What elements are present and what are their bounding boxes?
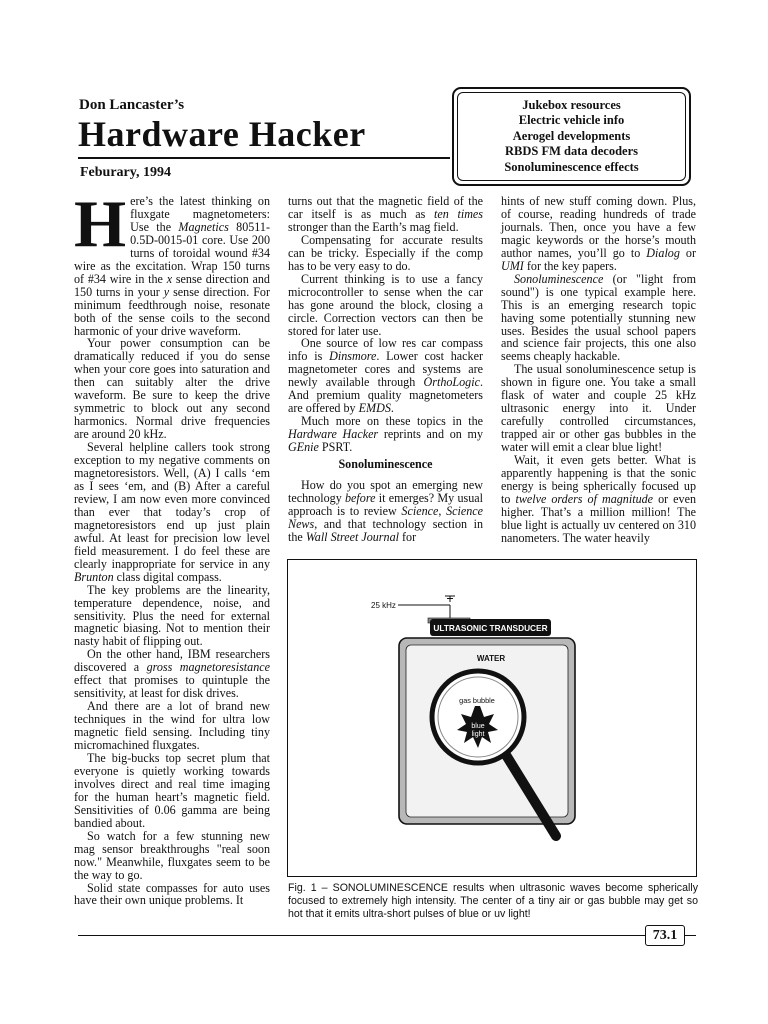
text-run: . — [390, 401, 394, 416]
brand-name: Brunton — [74, 569, 114, 584]
page-number: 73.1 — [645, 925, 685, 946]
paragraph — [501, 273, 696, 364]
paragraph: Current thinking is to use a fancy microcontroller to sense when the car has gone around the block, closing a circle. Correction vectors can then be stored for later use. — [288, 271, 483, 338]
drop-cap: H — [74, 187, 127, 261]
text-run: , and that technology section in the — [288, 516, 483, 544]
water-label: WATER — [476, 654, 506, 663]
text-run: (or "light from sound") is one typical example here. This is an emerging research topic having some potentially stunning new uses. Besides the usual school papers and science fair projects, this one also seems cheaply hackable. — [501, 271, 696, 364]
topic-item: Electric vehicle info — [518, 113, 625, 128]
topics-list — [457, 92, 686, 181]
text-run: turns out that the magnetic field of the car itself is as much as — [288, 194, 483, 221]
text-run: reprints and on my — [378, 427, 483, 442]
text-run: sense direction. For minimum feedthrough noise, resonate both of the sense coils to the second harmonic of your drive waveform. — [74, 284, 271, 338]
topic-item: RBDS FM data decoders — [505, 144, 638, 159]
topic-item: Aerogel developments — [512, 128, 631, 143]
text-run: for the key papers. — [523, 258, 617, 273]
text-run: On the other hand, IBM researchers discovered a — [74, 647, 270, 675]
brand-name: Science News — [288, 503, 483, 531]
paragraph — [501, 454, 696, 545]
text-run: sense direction and 150 turns in your — [74, 271, 270, 299]
figure-caption: Fig. 1 – SONOLUMINESCENCE results when ultrasonic waves become spherically focused to extremely high intensity. The center of a tiny air or gas bubble may get so hot that it emits ultra-short pulses of blue or uv light! — [288, 882, 698, 920]
brand-name: GEnie — [288, 440, 319, 455]
topic-item: Jukebox resources — [522, 97, 621, 112]
text-run: or — [679, 245, 696, 260]
text-column-3 — [501, 195, 696, 545]
brand-name: OrthoLogic — [423, 375, 480, 390]
paragraph: The key problems are the linearity, temperature dependence, noise, and sensitivity. Plus the need for external magnetic biasing. Not to mention their nasty habit of flipping out. — [74, 582, 270, 649]
brand-name: Hardware Hacker — [288, 427, 379, 442]
text-run: How do you spot an emerging new technology — [288, 478, 483, 505]
axis-name: y — [163, 284, 170, 299]
topics-box — [452, 87, 691, 186]
text-run: , — [438, 503, 447, 518]
paragraph — [501, 195, 696, 273]
text-run: . Lower cost hacker magnetometer cores and systems are newly available through — [288, 349, 483, 390]
text-run: One source of low res car compass info is — [288, 336, 483, 364]
axis-name: x — [166, 271, 173, 286]
paragraph: The big-bucks top secret plum that everyone is quietly working towards involves direct and real time imaging for the human heart’s magnetic field. Sensitivities of 0.06 gamma are being bandied about. — [74, 750, 270, 830]
figure-frame — [287, 559, 697, 877]
paragraph — [288, 479, 483, 544]
bubble-label: gas bubble — [459, 696, 495, 705]
text-run: or even higher. That’s a million million! The blue light is actually uv centered on 310 nanometers. The water heavily — [501, 491, 697, 545]
text-run: class digital compass. — [113, 569, 222, 584]
text-column-1 — [74, 187, 271, 908]
text-run: stronger than the Earth’s mag field. — [288, 219, 459, 234]
title-rule — [78, 157, 450, 159]
paragraph — [288, 195, 483, 234]
author-line: Don Lancaster’s — [79, 97, 185, 113]
text-run: Much more on these topics in the — [301, 414, 483, 429]
text-run: 80511-0.5D-0015-01 core. Use 200 turns of toroidal wound #34 wire as the excitation. Wrap 150 turns of #34 wire in the — [74, 219, 270, 286]
text-run: PSRT. — [318, 440, 353, 455]
brand-name: EMDS — [358, 401, 391, 416]
emphasis: Sonoluminescence — [514, 271, 604, 286]
emphasis: gross magnetoresistance — [146, 660, 270, 675]
sonoluminescence-diagram — [288, 560, 696, 876]
paragraph — [74, 187, 271, 338]
paragraph: So watch for a few stunning new mag sensor breakthroughs "real soon now." Meanwhile, fluxgates seem to be the way to go. — [74, 828, 270, 882]
text-run: Several helpline callers took strong exception to my negative comments on magnetoresistors. Well, (A) I calls ‘em as I sees ‘em, and (B) After a careful review, I am now even more convinced than ever that today’s crop of magnetoresistors end up just plain awful. At least for precision low level field measurement. I do feel these are clearly inappropriate for service in any — [74, 440, 270, 571]
brand-name: Wall Street Journal — [305, 529, 399, 544]
emphasis: twelve orders of magnitude — [515, 491, 654, 506]
issue-date: Feburary, 1994 — [80, 165, 171, 180]
text-run: Wait, it even gets better. What is apparently happening is that the sonic energy is being spherically focused up to — [501, 453, 696, 506]
emphasis: ten times — [434, 206, 484, 221]
paragraph — [74, 441, 270, 583]
text-run: for — [398, 529, 417, 544]
paragraph: Your power consumption can be dramatically reduced if you do sense when your core goes into saturation and then can suitably alter the drive waveform. Be sure to keep the drive symmetric to block out any second harmonics. Normal drive frequencies are around 20 kHz. — [74, 336, 270, 442]
brand-name: Magnetics — [178, 219, 229, 234]
brand-name: Dialog — [646, 245, 680, 260]
text-run: ere’s the latest thinking on fluxgate magnetometers: Use the — [130, 194, 270, 234]
brand-name: Dinsmore — [329, 349, 377, 364]
paragraph — [288, 415, 483, 454]
paragraph: And there are a lot of brand new techniques in the wind for ultra low magnetic field sensing. Including tiny micromachined fluxgates. — [74, 699, 270, 753]
text-run: . And premium quality magnetometers are offered by — [288, 375, 483, 416]
paragraph: Compensating for accurate results can be tricky. Especially if the comp has to be very easy to do. — [288, 232, 483, 273]
brand-name: Science — [401, 503, 439, 518]
topic-item: Sonoluminescence effects — [504, 159, 639, 174]
text-run: hints of new stuff coming down. Plus, of course, reading hundreds of trade journals. Then, once you have a few magic keywords or the horse’s mouth author names, you’ll go to — [501, 194, 696, 260]
text-run: it emerges? My usual approach is to review — [288, 490, 483, 518]
text-run: effect that promises to quintuple the sensitivity, at least for disk drives. — [74, 673, 270, 701]
transducer-label: ULTRASONIC TRANSDUCER — [433, 623, 548, 633]
paragraph — [288, 337, 483, 415]
paragraph: The usual sonoluminescence setup is shown in figure one. You take a small flask of water and couple 25 kHz ultrasonic energy into it. Under carefully controlled circumstances, trapped air or other gas bubbles in the water will emit a clear blue light! — [501, 362, 696, 455]
text-column-2 — [288, 195, 483, 544]
light-label: light — [471, 731, 485, 738]
brand-name: UMI — [501, 258, 524, 273]
frequency-label: 25 kHz — [371, 601, 396, 610]
paragraph: Solid state compasses for auto uses have their own unique problems. It — [74, 880, 270, 908]
footer-rule — [78, 935, 696, 936]
emphasis: before — [345, 490, 376, 505]
light-label: blue — [471, 723, 485, 730]
paragraph — [74, 648, 270, 700]
section-heading: Sonoluminescence — [338, 457, 433, 472]
page-title: Hardware Hacker — [78, 114, 366, 154]
